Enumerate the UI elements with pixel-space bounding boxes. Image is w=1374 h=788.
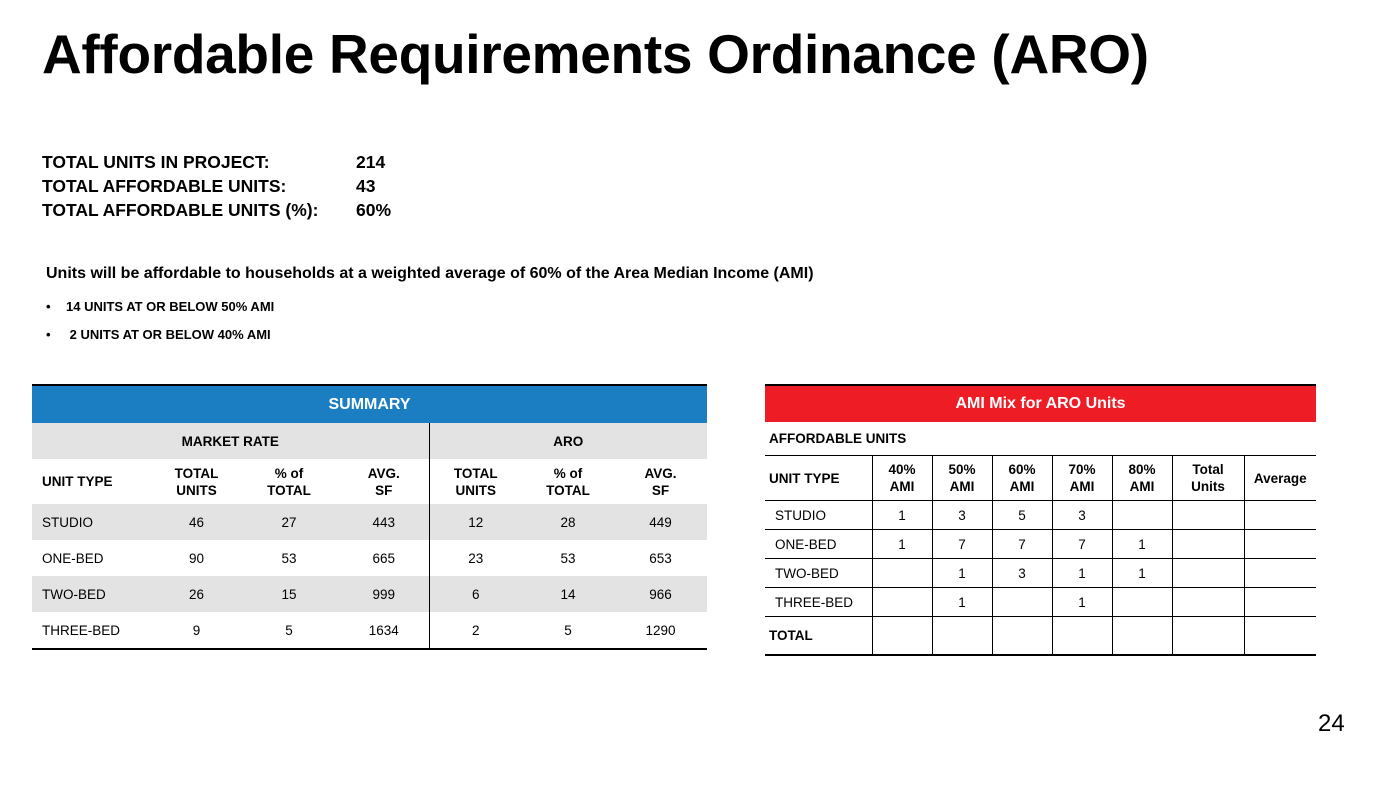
total-label: TOTAL: [769, 628, 813, 643]
table-cell: [1244, 588, 1316, 617]
table-cell: 53: [281, 550, 297, 566]
summary-title: SUMMARY: [32, 385, 707, 423]
table-cell: [1244, 617, 1316, 656]
page-title: Affordable Requirements Ordinance (ARO): [42, 23, 1149, 85]
average-header: Average: [1244, 456, 1316, 501]
table-cell: 1: [1052, 588, 1112, 617]
mr-avg-sf-header: AVG. SF: [367, 465, 400, 498]
mr-total-units-header: TOTAL UNITS: [174, 465, 219, 498]
aro-total-units-header: TOTAL UNITS: [429, 459, 522, 504]
unit-type-cell: STUDIO: [765, 501, 872, 530]
table-row: [765, 588, 1316, 617]
table-cell: [1244, 501, 1316, 530]
table-cell: 1: [932, 588, 992, 617]
bullet-text: 2 UNITS AT OR BELOW 40% AMI: [66, 326, 271, 342]
bullet-text: 14 UNITS AT OR BELOW 50% AMI: [66, 298, 275, 314]
table-cell: 27: [239, 504, 339, 540]
unit-type-header: UNIT TYPE: [42, 474, 113, 489]
table-cell: [992, 617, 1052, 656]
page-number: 24: [1318, 710, 1345, 737]
table-row: [32, 612, 707, 649]
table-cell: 3: [992, 559, 1052, 588]
ami-mix-title: AMI Mix for ARO Units: [765, 385, 1316, 422]
table-cell: 5: [285, 622, 293, 638]
table-cell: 7: [992, 530, 1052, 559]
table-cell: [1112, 588, 1172, 617]
table-cell: [1172, 530, 1244, 559]
table-cell: [932, 617, 992, 656]
summary-table: [32, 384, 707, 650]
table-cell: 7: [932, 530, 992, 559]
table-cell: [872, 588, 932, 617]
table-row: [765, 559, 1316, 588]
table-cell: 28: [522, 504, 614, 540]
table-cell: 90: [188, 550, 205, 566]
table-cell: 966: [614, 576, 707, 612]
total-units-value: 214: [356, 151, 386, 172]
table-cell: 443: [339, 504, 429, 540]
table-cell: 9: [192, 622, 201, 638]
affordable-units-subheader: AFFORDABLE UNITS: [765, 422, 1316, 456]
bullet-icon: •: [46, 298, 51, 314]
unit-type-cell: ONE-BED: [765, 530, 872, 559]
unit-type-cell: THREE-BED: [42, 622, 121, 638]
table-cell: 6: [429, 576, 522, 612]
table-cell: 653: [649, 550, 672, 566]
affordability-intro: Units will be affordable to households at a weighted average of 60% of the Area Median Income (AMI): [46, 265, 814, 282]
table-cell: 1290: [645, 622, 676, 638]
ami-60-header: 60% AMI: [992, 456, 1052, 501]
table-cell: 5: [992, 501, 1052, 530]
list-item: [46, 320, 274, 348]
table-cell: [1172, 588, 1244, 617]
total-affordable-pct-row: [42, 198, 416, 222]
table-cell: 2: [429, 612, 522, 649]
table-row: [765, 530, 1316, 559]
table-cell: 1: [872, 501, 932, 530]
table-cell: [1172, 501, 1244, 530]
total-row: [765, 617, 1316, 656]
total-affordable-units-row: [42, 174, 416, 198]
ami-mix-table: [765, 384, 1316, 656]
aro-group-header: ARO: [429, 423, 707, 459]
totals-block: [42, 150, 416, 222]
table-row: [32, 504, 707, 540]
aro-avg-sf-header: AVG. SF: [644, 465, 677, 498]
table-row: [32, 540, 707, 576]
aro-pct-total-header: % of TOTAL: [546, 465, 590, 498]
table-cell: 999: [339, 576, 429, 612]
table-cell: [1172, 559, 1244, 588]
table-cell: 12: [429, 504, 522, 540]
table-cell: 3: [932, 501, 992, 530]
table-cell: 5: [564, 622, 572, 638]
unit-type-cell: TWO-BED: [765, 559, 872, 588]
table-cell: 7: [1052, 530, 1112, 559]
total-units-label: TOTAL UNITS IN PROJECT:: [42, 151, 270, 172]
table-cell: [872, 559, 932, 588]
table-cell: [1244, 530, 1316, 559]
table-cell: 15: [239, 576, 339, 612]
table-cell: 1: [872, 530, 932, 559]
total-units-row: [42, 150, 416, 174]
table-cell: [872, 617, 932, 656]
unit-type-cell: TWO-BED: [32, 576, 154, 612]
table-cell: [1244, 559, 1316, 588]
market-rate-group-header: MARKET RATE: [32, 423, 429, 459]
total-affordable-units-label: TOTAL AFFORDABLE UNITS:: [42, 175, 287, 196]
table-cell: 14: [522, 576, 614, 612]
table-cell: 665: [372, 550, 396, 566]
total-affordable-pct-value: 60%: [356, 199, 392, 220]
unit-type-cell: STUDIO: [32, 504, 154, 540]
table-row: [765, 501, 1316, 530]
bullet-icon: •: [46, 326, 51, 342]
table-cell: [1172, 617, 1244, 656]
table-cell: 1: [932, 559, 992, 588]
table-cell: 1: [1112, 559, 1172, 588]
table-cell: 3: [1052, 501, 1112, 530]
mr-pct-total-header: % of TOTAL: [267, 465, 311, 498]
unit-type-cell: THREE-BED: [765, 588, 872, 617]
ami-70-header: 70% AMI: [1052, 456, 1112, 501]
unit-type-header: UNIT TYPE: [765, 456, 872, 501]
unit-type-cell: ONE-BED: [42, 550, 104, 566]
table-cell: [1052, 617, 1112, 656]
table-cell: 53: [560, 550, 576, 566]
table-cell: 1: [1112, 530, 1172, 559]
bullet-list: [46, 292, 274, 348]
table-cell: [1112, 501, 1172, 530]
table-cell: 449: [614, 504, 707, 540]
table-cell: 46: [154, 504, 239, 540]
table-cell: [1112, 617, 1172, 656]
table-row: [32, 576, 707, 612]
ami-50-header: 50% AMI: [932, 456, 992, 501]
ami-40-header: 40% AMI: [872, 456, 932, 501]
table-cell: 26: [154, 576, 239, 612]
total-units-header: Total Units: [1172, 456, 1244, 501]
total-affordable-pct-label: TOTAL AFFORDABLE UNITS (%):: [42, 199, 319, 220]
total-affordable-units-value: 43: [356, 175, 376, 196]
list-item: [46, 292, 274, 320]
table-cell: [992, 588, 1052, 617]
ami-80-header: 80% AMI: [1112, 456, 1172, 501]
table-cell: 23: [429, 540, 522, 576]
table-cell: 1634: [368, 622, 399, 638]
table-cell: 1: [1052, 559, 1112, 588]
